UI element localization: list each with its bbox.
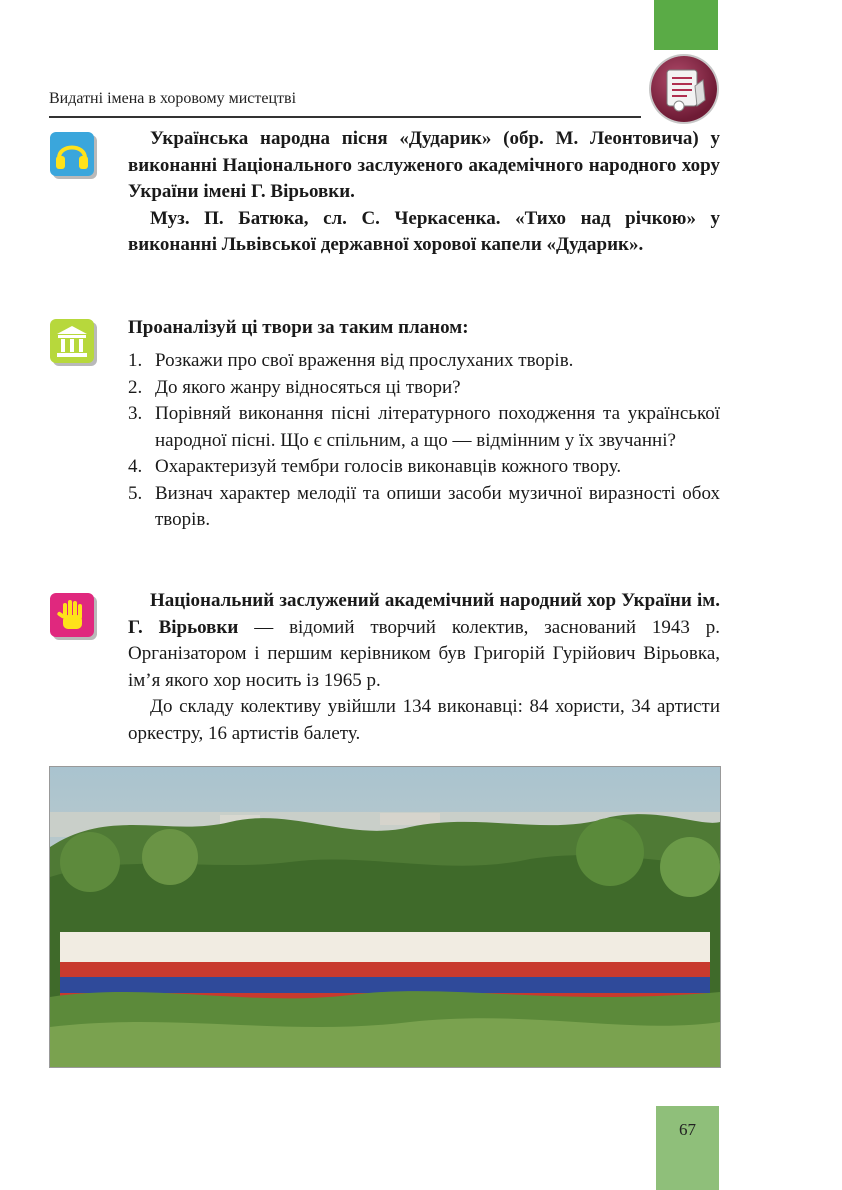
analysis-list	[128, 348, 720, 534]
hand-icon	[50, 593, 94, 637]
info-bold-lead: Національний заслужений академічний народний хор України ім. Г. Вірьовки	[128, 590, 720, 638]
analysis-heading: Проаналізуй ці твори за таким планом:	[128, 317, 469, 338]
info-text: — відомий творчий колектив, заснований 1943 р. Організатором і першим керівником був Григорій Гурійович Вірьовка, ім’я якого хор носить із 1965 р.	[128, 616, 720, 691]
listening-paragraph-2: Муз. П. Батюка, сл. С. Черкасенка. «Тихо над річкою» у виконанні Львівської державної хорової капели «Дударик».	[128, 207, 720, 255]
listening-section	[128, 126, 720, 259]
list-item-text: Визнач характер мелодії та опиши засоби музичної виразності обох творів.	[155, 482, 720, 530]
corner-accent-bar	[654, 0, 718, 50]
list-item-number: 5.	[128, 482, 143, 504]
headphones-icon	[50, 132, 94, 176]
page-number: 67	[679, 1120, 696, 1139]
chapter-title: Видатні імена в хоровому мистецтві	[49, 90, 297, 107]
info-section	[128, 588, 720, 747]
header-divider	[49, 116, 641, 118]
page-number-box	[656, 1106, 719, 1190]
list-item	[128, 454, 720, 481]
listening-paragraph-1: Українська народна пісня «Дударик» (обр. М. Леонтовича) у виконанні Національного заслуженого академічного народного хору України імені Г. Вірьовки.	[128, 128, 720, 202]
choir-photo	[49, 766, 721, 1068]
list-item	[128, 375, 720, 402]
museum-icon	[50, 319, 94, 363]
list-item-number: 1.	[128, 350, 143, 371]
list-item	[128, 481, 720, 534]
list-item-text: Розкажи про свої враження від прослуханих творів.	[155, 350, 574, 371]
list-item-number: 4.	[128, 456, 143, 477]
list-item-text: До якого жанру відносяться ці твори?	[155, 376, 461, 398]
book-icon	[651, 56, 717, 122]
list-item	[128, 348, 720, 375]
list-item-text: Охарактеризуй тембри голосів виконавців кожного твору.	[155, 456, 622, 477]
list-item-text: Порівняй виконання пісні літературного походження та української народної пісні. Що є спільним, а що — відмінним у їх звучанні?	[155, 403, 720, 451]
list-item	[128, 401, 720, 454]
list-item-number: 2.	[128, 376, 143, 398]
list-item-number: 3.	[128, 403, 143, 424]
info-paragraph-2: До складу колективу увійшли 134 виконавці: 84 хористи, 34 артисти оркестру, 16 артистів балету.	[128, 696, 720, 744]
